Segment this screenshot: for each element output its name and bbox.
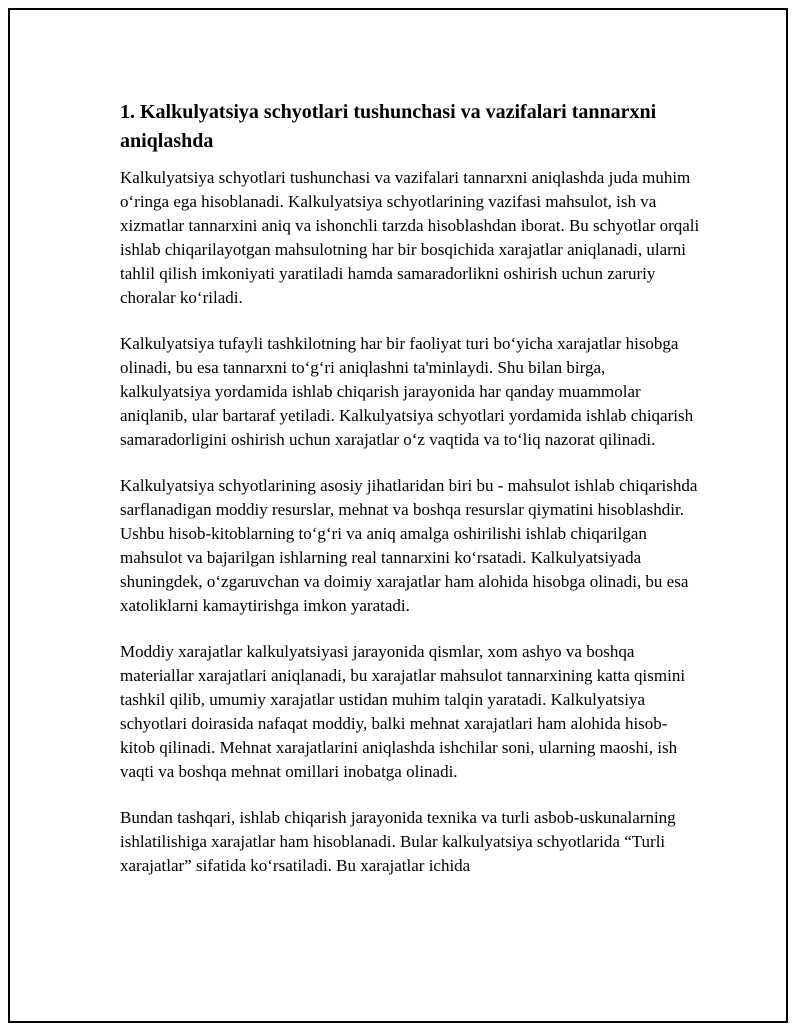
paragraph-3: Kalkulyatsiya schyotlarining asosiy jihatlaridan biri bu - mahsulot ishlab chiqarishda sarflanadigan moddiy resurslar, mehnat va boshqa resurslar qiymatini hisoblashdir. Ushbu hisob-kitoblarning to‘g‘ri va aniq amalga oshirilishi ishlab chiqarilgan mahsulot va bajarilgan ishlarning real tannarxini ko‘rsatadi. Kalkulyatsiyada shuningdek, o‘zgaruvchan va doimiy xarajatlar ham alohida hisobga olinadi, bu esa xatoliklarni kamaytirishga imkon yaratadi. — [120, 476, 698, 615]
paragraph-4: Moddiy xarajatlar kalkulyatsiyasi jarayonida qismlar, xom ashyo va boshqa materiallar xarajatlari aniqlanadi, bu xarajatlar mahsulot tannarxining katta qismini tashkil qilib, umumiy xarajatlar ustidan muhim talqin yaratadi. Kalkulyatsiya schyotlari doirasida nafaqat moddiy, balki mehnat xarajatlari ham alohida hisob-kitob qilinadi. Mehnat xarajatlarini aniqlashda ishchilar soni, ularning maoshi, ish vaqti va boshqa mehnat omillari inobatga olinadi. — [120, 642, 686, 781]
document-heading: 1. Kalkulyatsiya schyotlari tushunchasi va vazifalari tannarxni aniqlashda — [120, 101, 657, 152]
paragraph-1: Kalkulyatsiya schyotlari tushunchasi va vazifalari tannarxni aniqlashda juda muhim o‘ringa ega hisoblanadi. Kalkulyatsiya schyotlarining vazifasi mahsulot, ish va xizmatlar tannarxini aniq va ishonchli tarzda hisoblashdan iborat. Bu schyotlar orqali ishlab chiqarilayotgan mahsulotning har bir bosqichida xarajatlar aniqlanadi, ularni tahlil qilish imkoniyati yaratiladi hamda samaradorlikni oshirish uchun zaruriy choralar ko‘riladi. — [120, 168, 700, 307]
paragraph-5: Bundan tashqari, ishlab chiqarish jarayonida texnika va turli asbob-uskunalarning ishlatilishiga xarajatlar ham hisoblanadi. Bular kalkulyatsiya schyotlarida “Turli xarajatlar” sifatida ko‘rsatiladi. Bu xarajatlar ichida — [120, 808, 676, 875]
paragraph-2: Kalkulyatsiya tufayli tashkilotning har bir faoliyat turi bo‘yicha xarajatlar hisobga olinadi, bu esa tannarxni to‘g‘ri aniqlashni ta'minlaydi. Shu bilan birga, kalkulyatsiya yordamida ishlab chiqarish jarayonida har qanday muammolar aniqlanib, ular bartaraf yetiladi. Kalkulyatsiya schyotlari yordamida ishlab chiqarish samaradorligini oshirish uchun xarajatlar o‘z vaqtida va to‘liq nazorat qilinadi. — [120, 334, 694, 449]
document-body — [120, 98, 700, 900]
page-frame — [8, 8, 788, 1023]
